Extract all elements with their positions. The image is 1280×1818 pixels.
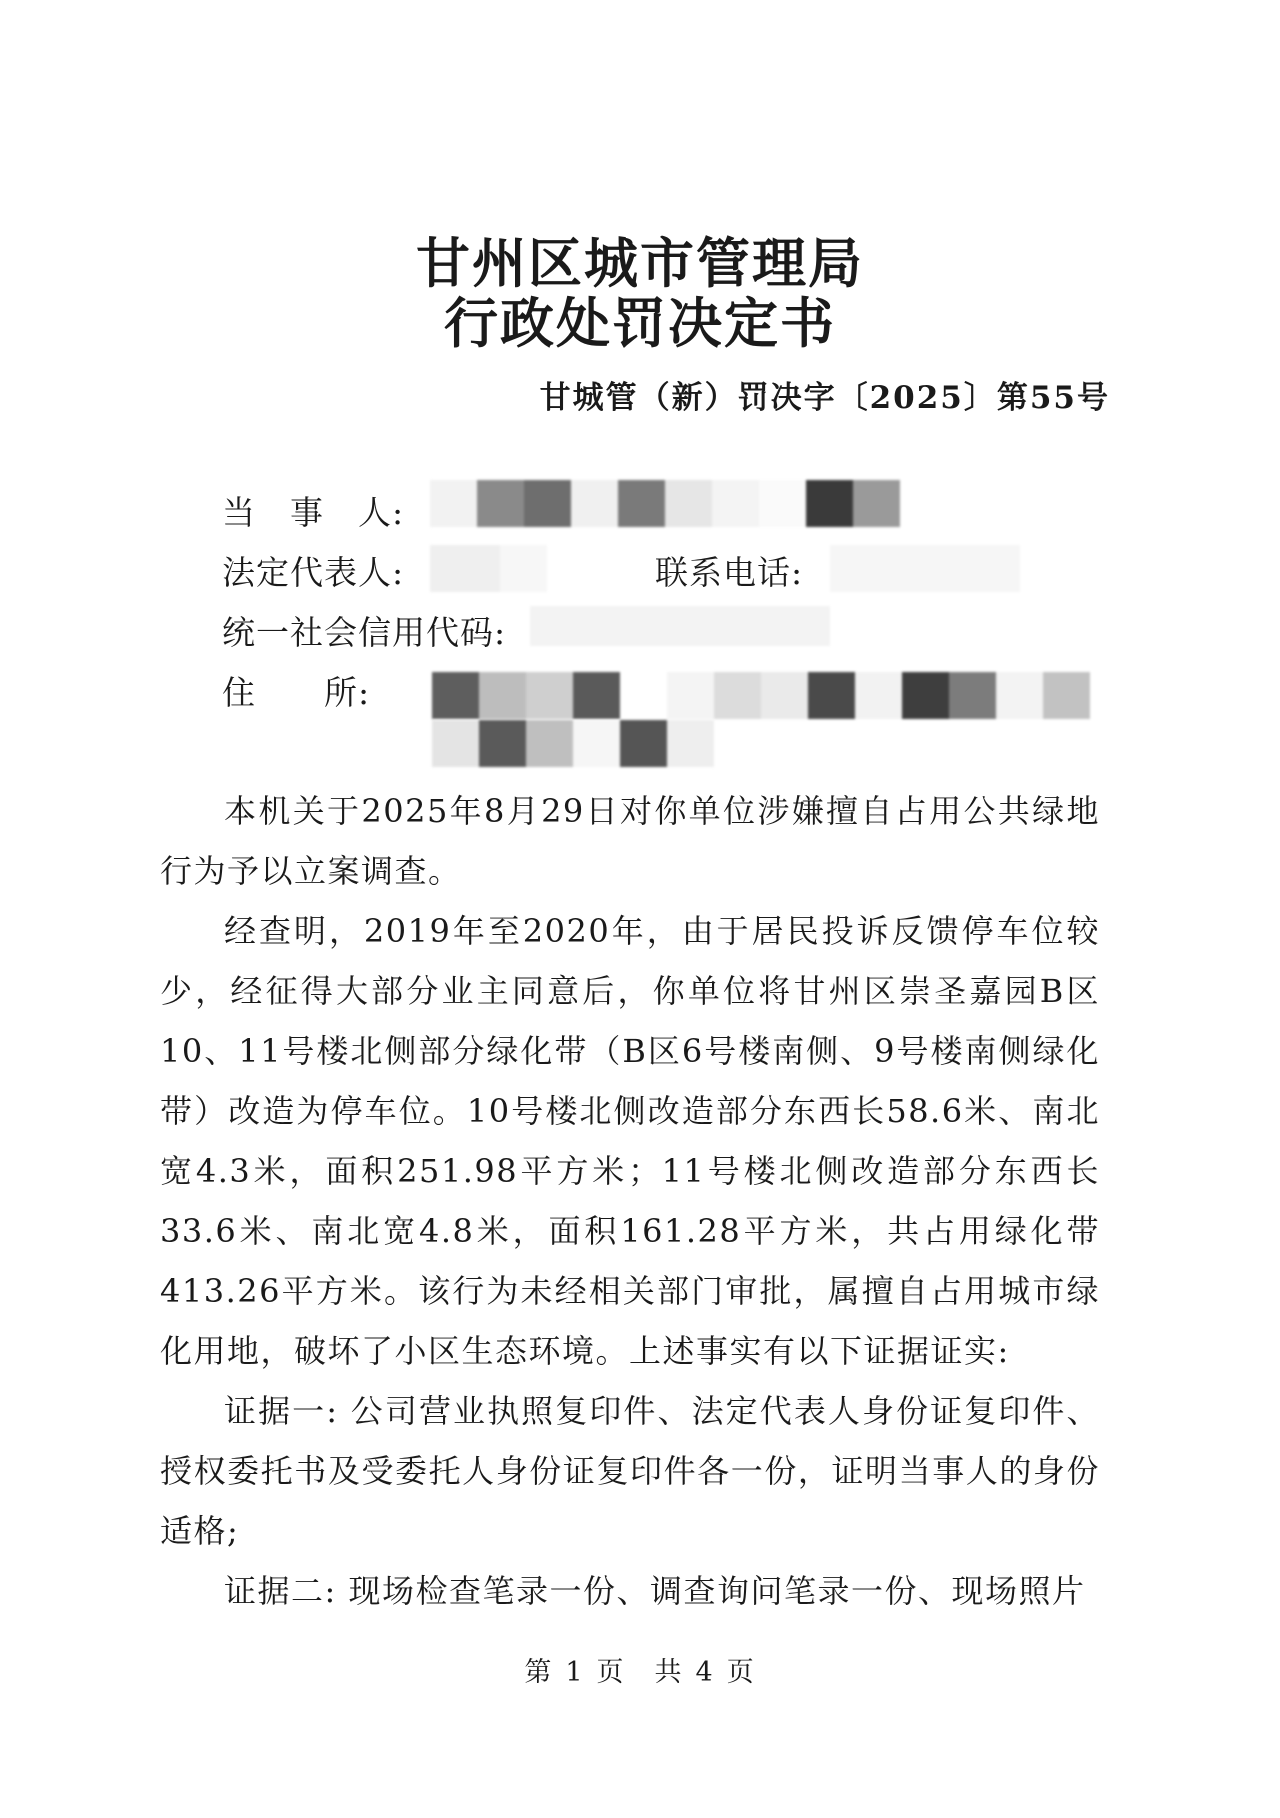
page-current: 1 [565,1657,585,1688]
paragraph-case-filing: 本机关于2025年8月29日对你单位涉嫌擅自占用公共绿地行为予以立案调查。 [160,792,1100,890]
page-number [0,1650,1280,1689]
page-total: 4 [695,1657,715,1688]
paragraph-findings: 经查明，2019年至2020年，由于居民投诉反馈停车位较少，经征得大部分业主同意后，你单位将甘州区崇圣嘉园B区10、11号楼北侧部分绿化带（B区6号楼南侧、9号楼南侧绿化带）改造为停车位。10号楼北侧改造部分东西长58.6米、南北宽4.3米，面积251.98平方米；11号楼北侧改造部分东西长33.6米、南北宽4.8米，面积161.28平方米，共占用绿化带413.26平方米。该行为未经相关部门审批，属擅自占用城市绿化用地，破坏了小区生态环境。上述事实有以下证据证实: [160,912,1100,1370]
phone-label: 联系电话: [655,553,804,592]
credit-code-label: 统一社会信用代码: [222,613,507,652]
redacted-legal-rep [430,545,547,592]
page-suffix: 页 [726,1657,756,1688]
party-label: 当 事 人: [222,493,405,532]
document-number: 甘城管（新）罚决字〔2025〕第55号 [539,380,1110,416]
redacted-phone [830,545,1020,592]
body-paragraphs [160,781,1100,1621]
paragraph-evidence-one: 证据一: 公司营业执照复印件、法定代表人身份证复印件、授权委托书及受委托人身份证复印件各一份，证明当事人的身份适格; [160,1392,1100,1550]
page-middle: 页 共 [596,1657,684,1688]
page-prefix: 第 [524,1657,554,1688]
redacted-address-line1 [432,672,1090,719]
redacted-address-line2 [432,720,714,767]
address-label: 住 所: [222,673,371,712]
paragraph-evidence-two: 证据二: 现场检查笔录一份、调查询问笔录一份、现场照片 [224,1572,1086,1610]
redacted-credit-code [530,606,830,646]
redacted-party-name [430,480,900,527]
legal-rep-label: 法定代表人: [222,553,405,592]
document-title-agency: 甘州区城市管理局 [416,231,864,295]
document-title-type: 行政处罚决定书 [444,291,836,355]
